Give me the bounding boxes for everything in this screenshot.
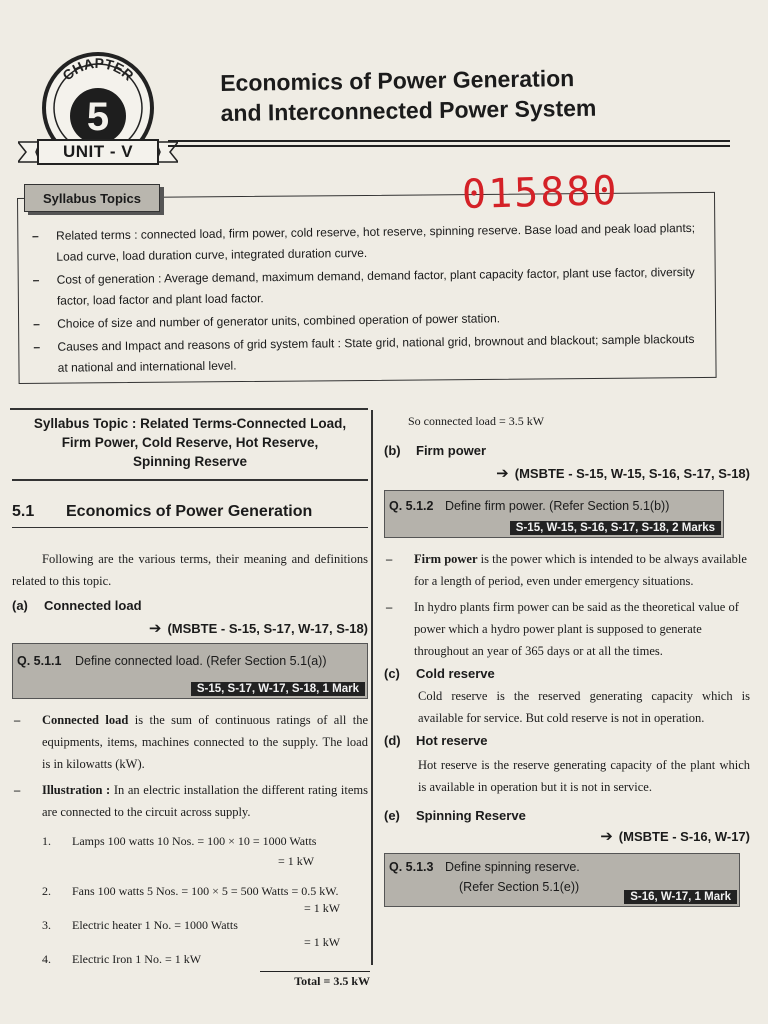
- question-number: Q. 5.1.3: [389, 860, 434, 874]
- definition-text: is the sum of continuous ratings of all the equipments, items, machines connected to the supply. The load is in kilowatts (kW).: [42, 713, 368, 771]
- subsection-title: Firm power: [416, 443, 487, 458]
- calc-row: [42, 935, 368, 949]
- question-box: [384, 853, 740, 907]
- hydro-bullet: – In hydro plants firm power can be said as the theoretical value of power which a hydro power plant is supposed to generate throughout an year of 365 days or at all the times.: [384, 596, 750, 662]
- syllabus-item: – Cost of generation : Average demand, maximum demand, demand factor, plant capacity factor, plant use factor, diversity factor, load factor and plant load factor.: [33, 262, 703, 312]
- arrow-right-icon: ➔: [148, 620, 162, 637]
- question-text: Define spinning reserve.: [444, 860, 580, 874]
- arrow-right-icon: ➔: [496, 465, 509, 482]
- subsection-label: (e): [384, 808, 400, 823]
- question-text: Define firm power. (Refer Section 5.1(b)): [444, 499, 670, 513]
- calc-row: [42, 851, 368, 871]
- msbte-ref: [384, 464, 750, 482]
- question-number: Q. 5.1.1: [17, 654, 62, 668]
- calc-text: = 1 kW: [304, 935, 341, 949]
- column-divider: [371, 410, 373, 965]
- section-rule: [12, 527, 368, 529]
- definition-term: Firm power: [414, 552, 478, 566]
- question-text: Define connected load. (Refer Section 5.1(a)): [74, 654, 327, 668]
- subsection-title: Spinning Reserve: [416, 808, 526, 823]
- marks-badge: S-16, W-17, 1 Mark: [624, 890, 737, 904]
- chapter-title-line1: Economics of Power Generation: [220, 65, 575, 96]
- intro-paragraph: Following are the various terms, their meaning and definitions related to this topic.: [12, 552, 368, 588]
- stamp-number: 015880: [461, 167, 620, 219]
- subsection-label: (d): [384, 733, 401, 748]
- calc-text: Electric Iron 1 No. = 1 kW: [72, 952, 202, 966]
- msbte-text: (MSBTE - S-15, S-17, W-17, S-18): [167, 621, 368, 636]
- illustration-label: Illustration :: [42, 783, 111, 797]
- arrow-right-icon: ➔: [600, 828, 613, 845]
- subsection-title: Cold reserve: [416, 666, 495, 681]
- unit-label: UNIT - V: [62, 142, 134, 161]
- topic-top-rule: [10, 408, 368, 410]
- msbte-text: (MSBTE - S-15, W-15, S-16, S-17, S-18): [514, 466, 750, 481]
- definition-text: is the power which is intended to be always available for a length of period, even under emergency situations.: [414, 552, 747, 588]
- section-title: Economics of Power Generation: [66, 502, 313, 520]
- chapter-title-line2: and Interconnected Power System: [220, 94, 597, 126]
- calc-num: 3.: [42, 918, 51, 932]
- right-column: [384, 408, 750, 907]
- question-reference: (Refer Section 5.1(e)): [459, 880, 580, 894]
- chapter-title: [220, 61, 741, 128]
- subsection-title: Hot reserve: [416, 733, 488, 748]
- calc-row: [42, 915, 368, 935]
- illustration-text: In an electric installation the different rating items are connected to the circuit across supply.: [42, 783, 368, 819]
- cold-reserve-text: Cold reserve is the reserved generating capacity which is available for service. But cold reserve is not in operation.: [418, 689, 750, 725]
- subsection-e: [384, 808, 750, 823]
- calc-row: [42, 949, 368, 969]
- subsection-d: [384, 733, 750, 748]
- subsection-a: [12, 598, 368, 613]
- calc-row: [42, 831, 368, 851]
- subsection-title: Connected load: [44, 598, 142, 613]
- definition-bullet: [12, 709, 368, 775]
- topic-rule: [12, 479, 368, 481]
- unit-banner: [18, 138, 178, 166]
- definition-term: Connected load: [42, 713, 129, 727]
- subsection-label: (c): [384, 666, 400, 681]
- chapter-word: CHAPTER: [59, 54, 137, 84]
- topic-line: Firm Power, Cold Reserve, Hot Reserve,: [61, 435, 319, 450]
- subsection-c: [384, 666, 750, 681]
- section-number: 5.1: [12, 502, 35, 520]
- topic-line: Spinning Reserve: [132, 454, 248, 469]
- calc-row: [42, 901, 368, 915]
- connected-load-result: So connected load = 3.5 kW: [408, 414, 545, 428]
- hot-reserve-text: Hot reserve is the reserve generating capacity of the plant which is available in operation but it is not in service.: [418, 758, 750, 794]
- section-heading: [12, 503, 368, 521]
- calc-text: Lamps 100 watts 10 Nos. = 100 × 10 = 1000 Watts: [72, 834, 317, 848]
- subsection-b: [384, 443, 750, 458]
- illustration-bullet: [12, 779, 368, 823]
- syllabus-topic-heading: [12, 414, 368, 471]
- topic-line: Syllabus Topic : Related Terms-Connected Load,: [33, 416, 347, 431]
- left-column: [12, 414, 368, 990]
- firm-power-bullet: [384, 548, 750, 592]
- subsection-label: (a): [12, 598, 28, 613]
- msbte-ref: [384, 827, 750, 845]
- syllabus-item: – Related terms : connected load, firm power, cold reserve, hot reserve, spinning reserve. Base load and peak load plants; Load curve, load duration curve, integrated duration curve.: [32, 218, 702, 268]
- marks-badge: S-15, S-17, W-17, S-18, 1 Mark: [191, 682, 365, 696]
- question-box: [384, 490, 724, 538]
- calc-num: 2.: [42, 884, 51, 898]
- subsection-label: (b): [384, 443, 401, 458]
- syllabus-item: – Causes and Impact and reasons of grid system fault : State grid, national grid, brownout and blackout; sample blackouts at national and international level.: [33, 329, 703, 379]
- calc-text: Fans 100 watts 5 Nos. = 100 × 5 = 500 Watts = 0.5 kW.: [72, 884, 339, 898]
- calc-num: 4.: [42, 952, 51, 966]
- question-number: Q. 5.1.2: [389, 499, 434, 513]
- chapter-number: 5: [86, 95, 110, 139]
- marks-badge: S-15, W-15, S-16, S-17, S-18, 2 Marks: [510, 521, 721, 535]
- calc-row: [42, 881, 368, 901]
- calculation-list: [12, 831, 368, 990]
- question-box: [12, 643, 368, 699]
- syllabus-item: – Choice of size and number of generator units, combined operation of power station.: [33, 306, 703, 335]
- syllabus-list: [32, 218, 704, 381]
- msbte-text: (MSBTE - S-16, W-17): [618, 829, 750, 844]
- total-row: Total = 3.5 kW: [260, 971, 370, 990]
- calc-num: 1.: [42, 834, 51, 848]
- header-rule: [168, 140, 730, 154]
- msbte-ref: [12, 619, 368, 637]
- calc-text: = 1 kW: [278, 854, 315, 868]
- syllabus-tab: Syllabus Topics: [24, 184, 160, 212]
- calc-text: Electric heater 1 No. = 1000 Watts: [72, 918, 238, 932]
- calc-text: = 1 kW: [304, 901, 341, 915]
